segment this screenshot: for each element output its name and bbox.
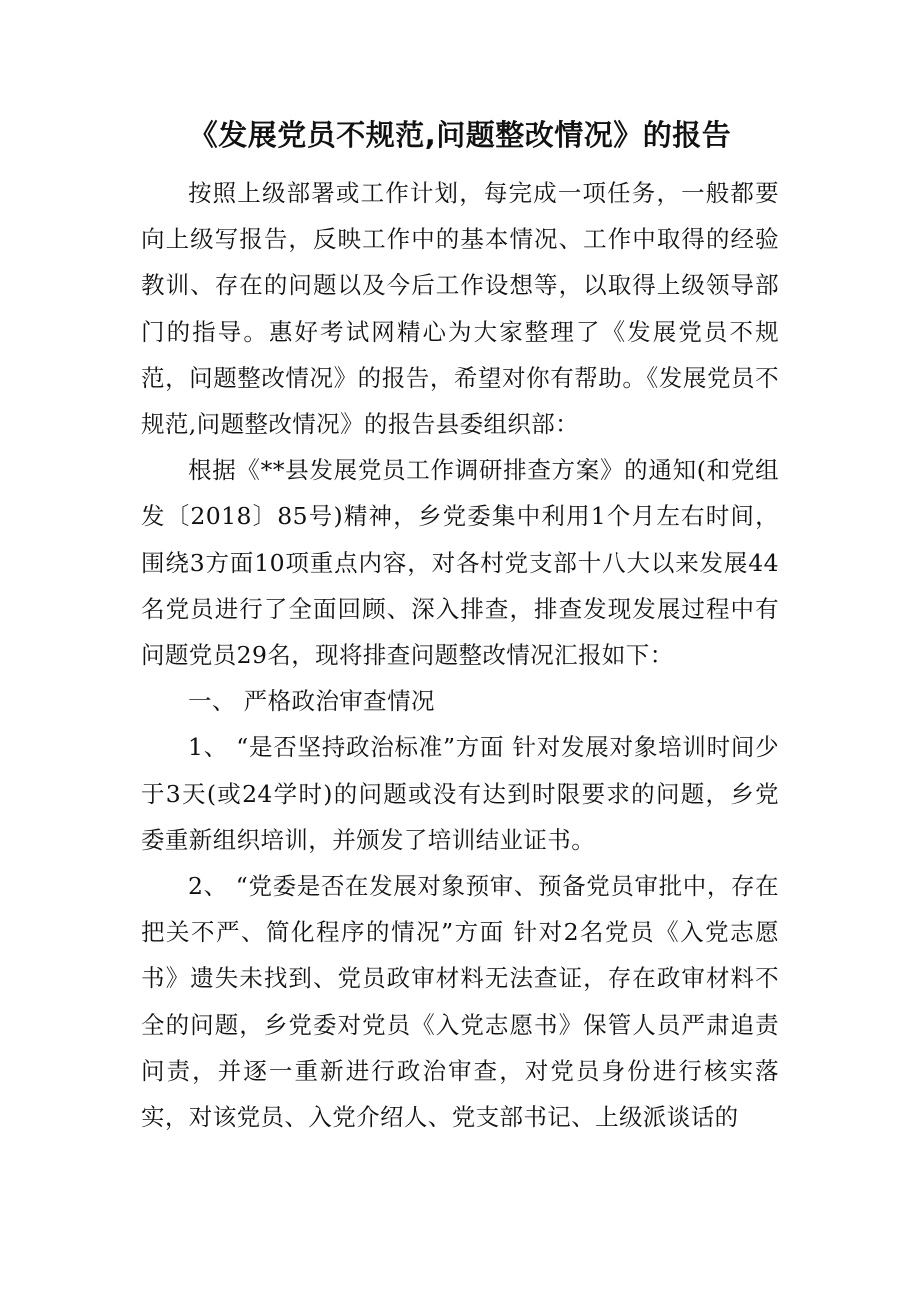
document-title: 《发展党员不规范,问题整改情况》的报告 <box>188 118 732 152</box>
document-body <box>141 170 779 1140</box>
paragraph-intro: 按照上级部署或工作计划，每完成一项任务，一般都要向上级写报告，反映工作中的基本情况、工作中取得的经验教训、存在的问题以及今后工作设想等，以取得上级领导部门的指导。惠好考试网精心为大家整理了《发展党员不规范，问题整改情况》的报告，希望对你有帮助。《发展党员不规范,问题整改情况》的报告县委组织部： <box>141 179 779 439</box>
paragraph-item-1: 1、 “是否坚持政治标准”方面 针对发展对象培训时间少于3天(或24学时)的问题或没有达到时限要求的问题，乡党委重新组织培训，并颁发了培训结业证书。 <box>141 733 779 854</box>
paragraph-background: 根据《**县发展党员工作调研排查方案》的通知(和党组发〔2018〕85号)精神，乡党委集中利用1个月左右时间，围绕3方面10项重点内容，对各村党支部十八大以来发展44名党员进行了全面回顾、深入排查，排查发现发展过程中有问题党员29名，现将排查问题整改情况汇报如下： <box>141 456 779 670</box>
section-heading-political-review: 一、 严格政治审查情况 <box>188 687 435 716</box>
paragraph-item-2: 2、 “党委是否在发展对象预审、预备党员审批中，存在把关不严、简化程序的情况”方面 针对2名党员《入党志愿书》遗失未找到、党员政审材料无法查证，存在政审材料不全的问题，乡党委对党员《入党志愿书》保管人员严肃追责问责，并逐一重新进行政治审查，对党员身份进行核实落实，对该党员、入党介绍人、党支部书记、上级派谈话的 <box>141 872 779 1132</box>
